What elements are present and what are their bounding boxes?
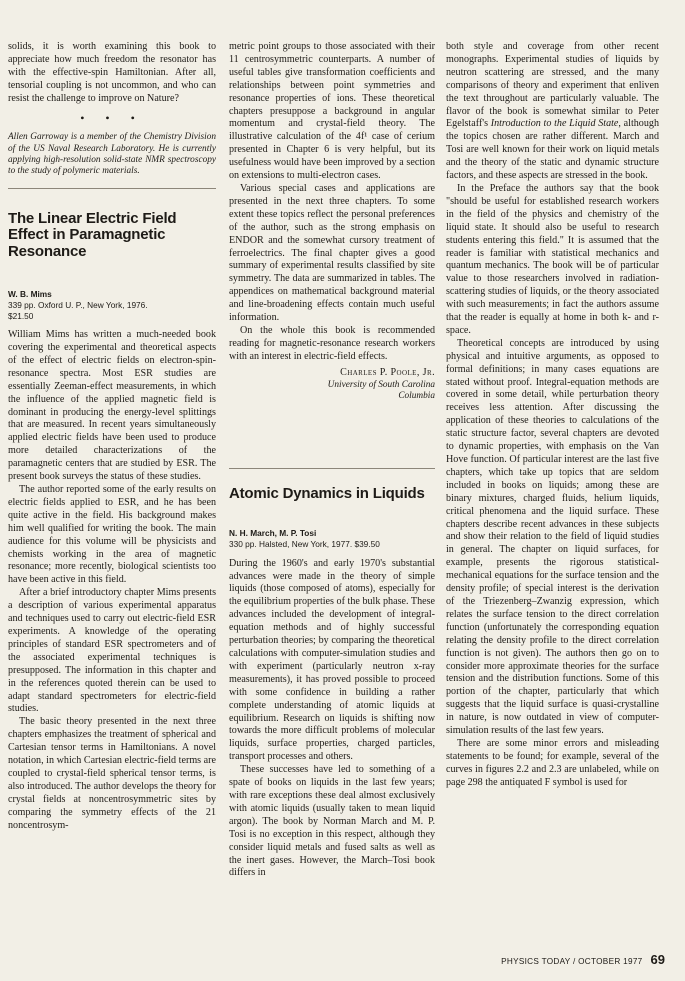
paragraph: both style and coverage from other recent monographs. Experimental studies of liquids by neutron scattering are stressed, and the many comparisons of theory and experiment that enliven the text throughout are particularly valuable. The flavor of the book is somewhat similar to Peter Egelstaff's Introduction to the Liquid State, although the topics chosen are rather different. March and Tosi are well known for their work on liquid metals and the theory of the static and dynamic structure factors, and these aspects are stressed in the book. <box>446 41 659 182</box>
publication-info: 330 pp. Halsted, New York, 1977. $39.50 <box>229 538 380 549</box>
column-3 <box>446 41 659 790</box>
review-title: The Linear Electric Field Effect in Paramagnetic Resonance <box>8 209 177 260</box>
reviewer-location: Columbia <box>398 390 435 401</box>
paragraph: After a brief introductory chapter Mims presents a description of various experimental apparatus and techniques used to carry out electric-field ESR experiments. A knowledge of the operating principles of standard ESR spectrometers and of the associated experimental techniques is presupposed. The information in this chapter and in the references quoted therein can be used to adapt standard spectrometers for electric-field studies. <box>8 587 216 715</box>
price: $21.50 <box>8 311 34 322</box>
paragraph: These successes have led to something of a spate of books on liquids in the last few years; with rare exceptions these deal almost exclusively with atomic liquids (usually taken to mean liquid argon). The book by Norman March and M. P. Tosi is no exception in this respect, although they consider liquid metals and fused salts as well as the inert gases. However, the March–Tosi book differs in <box>229 764 435 879</box>
book-title-reference: Introduction to the Liquid State <box>490 118 619 130</box>
reviewer-affiliation: University of South Carolina <box>327 379 435 390</box>
paragraph: On the whole this book is recommended reading for magnetic-resonance research workers with an interest in electric-field effects. <box>229 324 435 362</box>
review-author: W. B. Mims <box>8 289 52 300</box>
paragraph: Theoretical concepts are introduced by using physical and intuitive arguments, as opposed to formal definitions; in many cases equations are stated without proof. Integral-equation methods are covered in some detail, while perturbation theory receives less attention. After discussing the application of these theories to calculations of the static structure factor, several chapters are devoted to dynamic properties, with emphasis on the Van Hove function. Of particular interest are the last five chapters, which take up topics that are seldom included in books on liquids; among these are binary mixtures, charged fluids, helium liquids, critical phenomena and the liquid surface. These chapters describe recent advances in these subjects and show their relation to the field of liquid studies in general. The chapter on liquid surfaces, for example, presents the rigorous statistical-mechanical equations for the surface tension and the density profile; of special interest is the derivation of the Triezenberg–Zwanzig expression, which relates the surface tension to the direct correlation function (unfortunately the corresponding equation relating the density profile to the direct correlation function is not given). The authors then go on to consider more approximate theories for the surface tension and the distribution functions. Some of this portion of the chapter, particularly that which suggests that the liquid surface is quasi-crystalline in nature, is now outdated in view of computer-simulation results of the last few years. <box>446 337 659 737</box>
paragraph: During the 1960's and early 1970's substantial advances were made in the theory of simple liquids (those composed of atoms), especially for the equilibrium properties of the bulk phase. These advances included the development of integral-equation methods and of highly successful perturbation theories; by comparing the theoretical calculations with computer-simulation studies and with experiment (particularly neutron x-ray measurements), it has proved possible to proceed with some confidence in building a rather complete understanding of atomic liquids at equilibrium. Research on liquids is shifting now towards the more difficult problems of molecular liquids, surface properties, charged particles, transport processes and others. <box>229 557 435 763</box>
paragraph: In the Preface the authors say that the book "should be useful for established research workers in the field of the physics and chemistry of the liquid state. It should also be useful to research students entering this field." It is assumed that the reader is familiar with statistical mechanics and quantum mechanics. The book will be of particular value to those researchers involved in radiation-scattering studies of liquids, or the theory associated with such measurements; in fact the authors assume that the reader is equally at home in both k- and r-space. <box>446 182 659 336</box>
paragraph: solids, it is worth examining this book to appreciate how much freedom the resonator has with the effective-spin Hamiltonian. After all, tensorial coupling is not uncommon, and who can resist the challenge to improve on Nature? <box>8 41 216 104</box>
journal-issue: PHYSICS TODAY / OCTOBER 1977 <box>501 957 643 966</box>
paragraph: Various special cases and applications are presented in the next three chapters. To some extent these topics reflect the personal preferences of the author, such as the strong emphasis on ENDOR and the somewhat cursory treatment of ferroelectrics. The final chapter gives a good summary of experimental results classified by site symmetry. The data are summarized in tables. The appendices on mathematical background material and line-broadening effects contain much useful information. <box>229 182 435 324</box>
review-authors: N. H. March, M. P. Tosi <box>229 527 317 538</box>
paragraph: There are some minor errors and misleading statements to be found; for example, several of the curves in figures 2.2 and 2.3 are unlabeled, while on page 298 the antiquated F symbol is used for <box>446 737 659 788</box>
page-number: 69 <box>650 952 665 967</box>
reviewer-bio: Allen Garroway is a member of the Chemistry Division of the US Naval Research Laboratory. He is currently applying high-resolution solid-state NMR spectroscopy to the study of polymeric materials. <box>8 132 216 177</box>
column-1 <box>8 41 216 832</box>
review-title: Atomic Dynamics in Liquids <box>229 485 425 503</box>
section-rule <box>8 188 216 189</box>
paragraph: The basic theory presented in the next three chapters emphasizes the treatment of spherical and Cartesian tensor terms in Hamiltonians. A novel notation, in which Cartesian electric-field terms are coupled to crystal-field spherical tensor terms, is also introduced. The author develops the theory for crystal fields at noncentrosymmetric sites by comparing the symmetry effects of the 21 noncentrosym- <box>8 716 216 831</box>
paragraph: The author reported some of the early results on electric fields applied to ESR, and he has been quite active in the field. His background makes him well qualified for writing the book. The main audience for this volume will be physicists and chemists working in the area of magnetic resonance; more recently, biological scientists too have been active in this field. <box>8 484 216 586</box>
reviewer-signature: Charles P. Poole, Jr. <box>340 366 435 378</box>
paragraph: William Mims has written a much-needed book covering the experimental and theoretical aspects of the effect of electric fields on electron-spin-resonance spectra. Most ESR studies are essentially Zeeman-effect measurements, in which the influence of the applied magnetic field is dominant in producing the energy-level splittings that are measured. In recent years simultaneously applied electric fields have been used to produce more detailed characterizations of the paramagnetic centers that are studied by ESR. The present book surveys the status of these studies. <box>8 329 216 483</box>
page-footer <box>501 952 665 967</box>
section-rule <box>229 468 435 469</box>
column-2 <box>229 41 435 880</box>
paragraph: metric point groups to those associated with their 11 centrosymmetric counterparts. A number of useful tables give transformation coefficients and relationships between point symmetries and resonance properties of ions. These theoretical chapters presuppose a background in angular momentum and crystal-field theory. The illustrative calculation of the 4f¹ case of cerium presented in Chapter 6 is very helpful, but its usefulness would have been improved by a section on extensions to multi-electron cases. <box>229 41 435 182</box>
section-divider: • • • <box>80 110 144 125</box>
publication-info: 339 pp. Oxford U. P., New York, 1976. <box>8 300 148 311</box>
